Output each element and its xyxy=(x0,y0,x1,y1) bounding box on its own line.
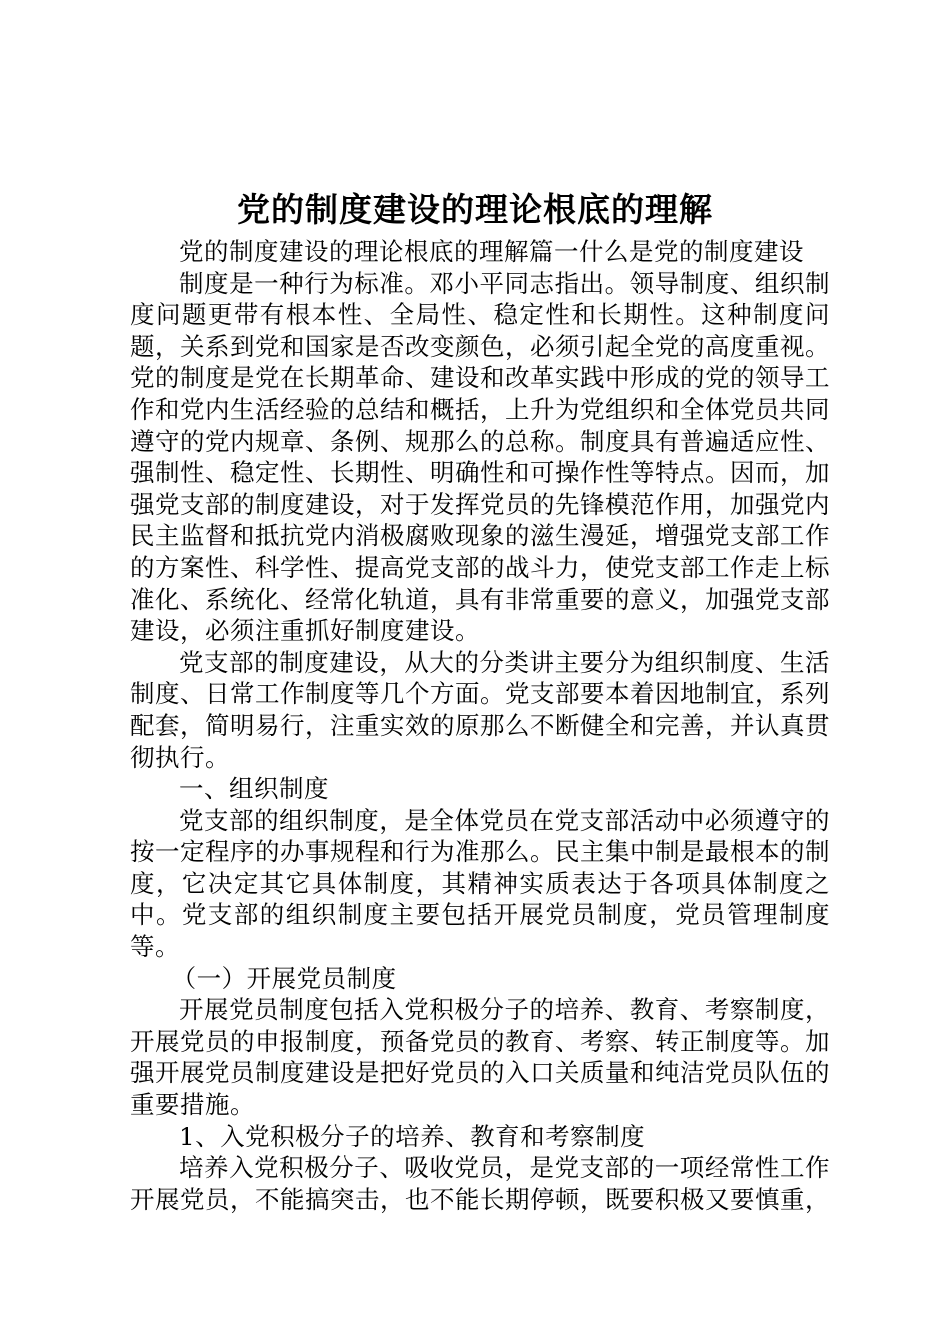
paragraph-intro: 党的制度建设的理论根底的理解篇一什么是党的制度建设 xyxy=(179,237,804,266)
paragraph-classification: 党支部的制度建设，从大的分类讲主要分为组织制度、生活制度、日常工作制度等几个方面。党支部要本着因地制宜，系列配套，简明易行，注重实效的原那么不断健全和完善，并认真贯彻执行。 xyxy=(130,647,830,772)
paragraph-development: 开展党员制度包括入党积极分子的培养、教育、考察制度，开展党员的申报制度，预备党员的教育、考察、转正制度等。加强开展党员制度建设是把好党员的入口关质量和纯洁党员队伍的重要措施。 xyxy=(130,995,830,1120)
document-body xyxy=(130,236,830,1215)
paragraph-organization: 党支部的组织制度，是全体党员在党支部活动中必须遵守的按一定程序的办事规程和行为准那么。民主集中制是最根本的制度，它决定其它具体制度，其精神实质表达于各项具体制度之中。党支部的组织制度主要包括开展党员制度，党员管理制度等。 xyxy=(130,805,830,962)
document-title: 党的制度建设的理论根底的理解 xyxy=(237,190,713,229)
section-heading-organization: 一、组织制度 xyxy=(179,774,329,804)
paragraph-activists: 培养入党积极分子、吸收党员，是党支部的一项经常性工作开展党员，不能搞突击，也不能长期停顿，既要积极又要慎重， xyxy=(130,1153,830,1214)
paragraph-definition: 制度是一种行为标准。邓小平同志指出。领导制度、组织制度问题更带有根本性、全局性、稳定性和长期性。这种制度问题，关系到党和国家是否改变颜色，必须引起全党的高度重视。党的制度是党在长期革命、建设和改革实践中形成的党的领导工作和党内生活经验的总结和概括，上升为党组织和全体党员共同遵守的党内规章、条例、规那么的总称。制度具有普遍适应性、强制性、稳定性、长期性、明确性和可操作性等特点。因而，加强党支部的制度建设，对于发挥党员的先锋模范作用，加强党内民主监督和抵抗党内消极腐败现象的滋生漫延，增强党支部工作的方案性、科学性、提高党支部的战斗力，使党支部工作走上标准化、系统化、经常化轨道，具有非常重要的意义，加强党支部建设，必须注重抓好制度建设。 xyxy=(130,268,830,646)
item-heading-activists: 1、入党积极分子的培养、教育和考察制度 xyxy=(179,1121,646,1151)
subsection-heading-development: （一）开展党员制度 xyxy=(171,963,397,993)
